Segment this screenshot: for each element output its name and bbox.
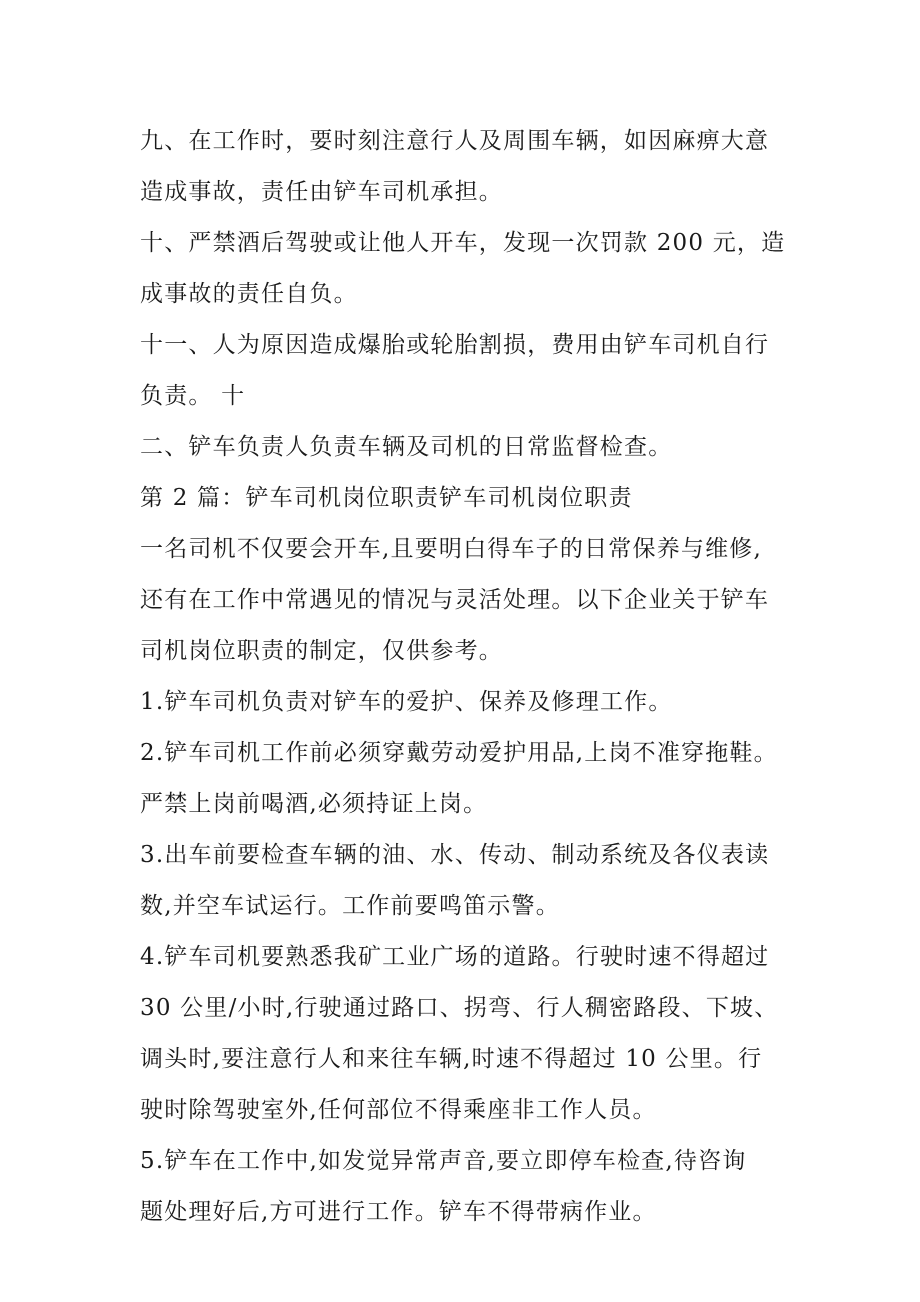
text-line: 5.铲车在工作中,如发觉异常声音,要立即停车检查,待咨询 [140,1148,747,1174]
text-line: 九、在工作时，要时刻注意行人及周围车辆，如因麻痹大意 [140,128,770,154]
text-line: 还有在工作中常遇见的情况与灵活处理。以下企业关于铲车 [140,587,770,613]
text-line: 30 公里/小时,行驶通过路口、拐弯、行人稠密路段、下坡、 [140,995,779,1021]
text-line: 调头时,要注意行人和来往车辆,时速不得超过 10 公里。行 [140,1046,763,1072]
text-line: 一名司机不仅要会开车,且要明白得车子的日常保养与维修, [140,536,763,562]
text-line: 1.铲车司机负责对铲车的爱护、保养及修理工作。 [140,689,673,715]
text-line: 驶时除驾驶室外,任何部位不得乘座非工作人员。 [140,1097,657,1123]
text-line: 4.铲车司机要熟悉我矿工业广场的道路。行驶时速不得超过 [140,944,770,970]
text-line: 2.铲车司机工作前必须穿戴劳动爱护用品,上岗不准穿拖鞋。 [140,740,778,766]
text-line: 十、严禁酒后驾驶或让他人开车，发现一次罚款 200 元，造 [140,230,786,256]
text-line: 造成事故，责任由铲车司机承担。 [140,179,503,205]
text-line: 数,并空车试运行。工作前要鸣笛示警。 [140,893,560,919]
text-line: 成事故的责任自负。 [140,281,358,307]
text-line: 二、铲车负责人负责车辆及司机的日常监督检查。 [140,434,673,460]
text-line: 负责。 十 [140,383,246,409]
document-body [140,116,790,1238]
section-heading: 第 2 篇：铲车司机岗位职责铲车司机岗位职责 [140,485,633,511]
text-line: 3.出车前要检查车辆的油、水、传动、制动系统及各仪表读 [140,842,770,868]
text-line: 严禁上岗前喝酒,必须持证上岗。 [140,791,488,817]
text-line: 十一、人为原因造成爆胎或轮胎割损，费用由铲车司机自行 [140,332,770,358]
text-line: 司机岗位职责的制定，仅供参考。 [140,638,503,664]
text-line: 题处理好后,方可进行工作。铲车不得带病作业。 [140,1199,657,1225]
